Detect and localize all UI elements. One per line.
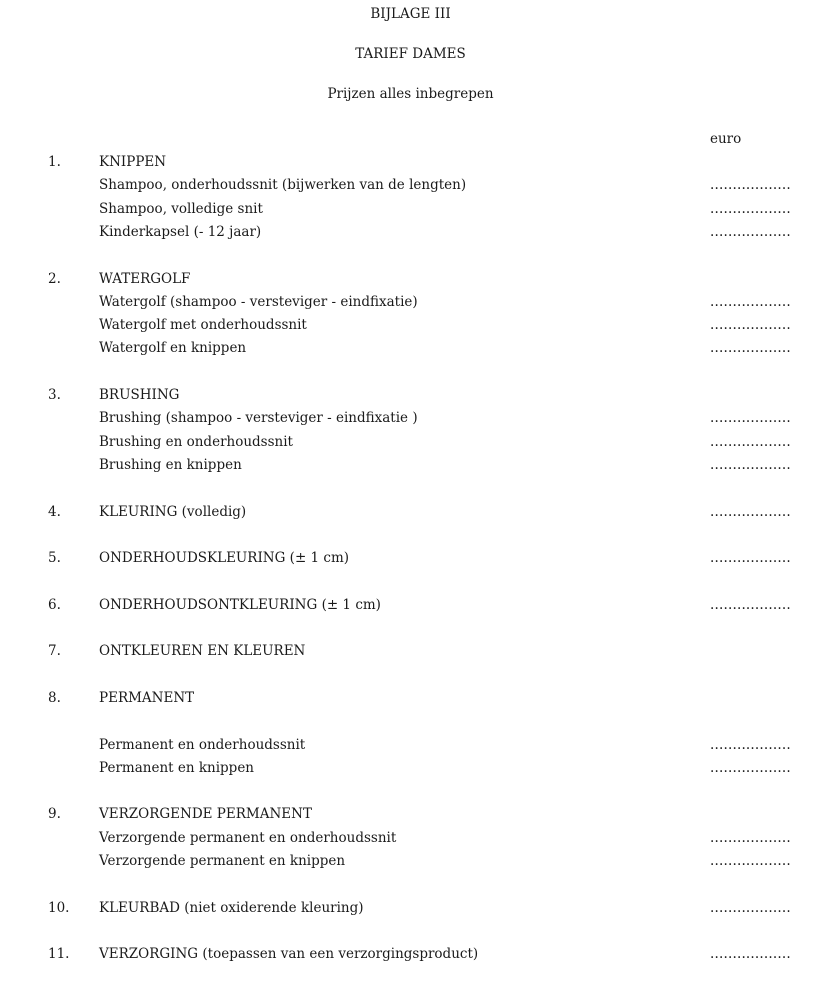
- section-number: 3.: [48, 387, 61, 403]
- tariff-item-label: Brushing en onderhoudssnit: [99, 433, 293, 450]
- price-placeholder: ..................: [710, 899, 791, 916]
- tariff-item-label: Watergolf met onderhoudssnit: [99, 317, 307, 334]
- tariff-item-row: [0, 317, 821, 337]
- currency-header: euro: [710, 131, 742, 147]
- price-placeholder: ..................: [710, 550, 791, 567]
- section-title: VERZORGING (toepassen van een verzorgingsproduct): [99, 946, 479, 963]
- price-placeholder: ..................: [710, 946, 791, 963]
- price-placeholder: ..................: [710, 736, 791, 753]
- section-title: BRUSHING: [99, 387, 180, 403]
- price-placeholder: ..................: [710, 293, 791, 310]
- section-heading-row: [0, 946, 821, 966]
- section-number: 1.: [48, 154, 61, 170]
- price-placeholder: ..................: [710, 596, 791, 613]
- price-placeholder: ..................: [710, 853, 791, 869]
- price-placeholder: ..................: [710, 223, 791, 240]
- section-heading-row: [0, 900, 821, 920]
- price-placeholder: ..................: [710, 433, 791, 450]
- tariff-item-row: [0, 340, 821, 360]
- price-placeholder: ..................: [710, 317, 791, 334]
- section-heading-row: [0, 643, 821, 663]
- section-heading-row: [0, 154, 821, 174]
- section-number: 7.: [48, 643, 61, 660]
- tariff-item-label: Brushing en knippen: [99, 456, 242, 473]
- price-placeholder: ..................: [710, 410, 791, 427]
- section-title: PERMANENT: [99, 689, 195, 706]
- section-number: 5.: [48, 550, 61, 567]
- section-title: KLEURBAD (niet oxiderende kleuring): [99, 899, 364, 916]
- section-heading-row: [0, 271, 821, 291]
- section-number: 11.: [48, 946, 70, 963]
- tariff-item-row: [0, 737, 821, 757]
- document-title: TARIEF DAMES: [355, 46, 466, 62]
- section-title: ONTKLEUREN EN KLEUREN: [99, 643, 306, 660]
- tariff-item-row: [0, 830, 821, 850]
- tariff-item-row: [0, 853, 821, 873]
- tariff-item-label: Kinderkapsel (- 12 jaar): [99, 223, 262, 240]
- price-placeholder: ..................: [710, 829, 791, 846]
- section-number: 2.: [48, 270, 61, 287]
- section-heading-row: [0, 387, 821, 407]
- section-number: 10.: [48, 899, 70, 916]
- section-number: 4.: [48, 503, 61, 520]
- tariff-item-row: [0, 224, 821, 244]
- section-heading-row: [0, 504, 821, 524]
- section-title: KLEURING (volledig): [99, 503, 247, 520]
- tariff-item-row: [0, 410, 821, 430]
- section-title: VERZORGENDE PERMANENT: [99, 806, 312, 823]
- section-heading-row: [0, 597, 821, 617]
- section-heading-row: [0, 690, 821, 710]
- section-title: KNIPPEN: [99, 154, 167, 170]
- price-placeholder: ..................: [710, 503, 791, 520]
- tariff-item-row: [0, 201, 821, 221]
- tariff-item-label: Verzorgende permanent en knippen: [99, 853, 346, 869]
- section-number: 8.: [48, 689, 61, 706]
- price-placeholder: ..................: [710, 200, 791, 217]
- tariff-item-label: Watergolf (shampoo - versteviger - eindfixatie): [99, 293, 418, 310]
- section-title: ONDERHOUDSONTKLEURING (± 1 cm): [99, 596, 381, 613]
- tariff-item-row: [0, 760, 821, 780]
- tariff-item-label: Shampoo, onderhoudssnit (bijwerken van de lengten): [99, 177, 467, 194]
- section-heading-row: [0, 806, 821, 826]
- tariff-item-label: Brushing (shampoo - versteviger - eindfixatie ): [99, 410, 418, 427]
- tariff-item-row: [0, 177, 821, 197]
- price-placeholder: ..................: [710, 456, 791, 473]
- section-title: WATERGOLF: [99, 270, 191, 287]
- section-title: ONDERHOUDSKLEURING (± 1 cm): [99, 550, 350, 567]
- tariff-item-row: [0, 294, 821, 314]
- tariff-item-label: Permanent en knippen: [99, 759, 254, 776]
- tariff-item-label: Watergolf en knippen: [99, 340, 247, 357]
- tariff-item-row: [0, 457, 821, 477]
- tariff-item-row: [0, 434, 821, 454]
- section-number: 9.: [48, 806, 61, 823]
- price-placeholder: ..................: [710, 759, 791, 776]
- tariff-item-label: Permanent en onderhoudssnit: [99, 736, 306, 753]
- tariff-item-label: Shampoo, volledige snit: [99, 200, 263, 217]
- section-number: 6.: [48, 596, 61, 613]
- tariff-item-label: Verzorgende permanent en onderhoudssnit: [99, 829, 397, 846]
- section-heading-row: [0, 550, 821, 570]
- price-placeholder: ..................: [710, 177, 791, 194]
- price-placeholder: ..................: [710, 340, 791, 357]
- document-subtitle: Prijzen alles inbegrepen: [327, 86, 494, 102]
- annex-heading: BIJLAGE III: [370, 6, 451, 22]
